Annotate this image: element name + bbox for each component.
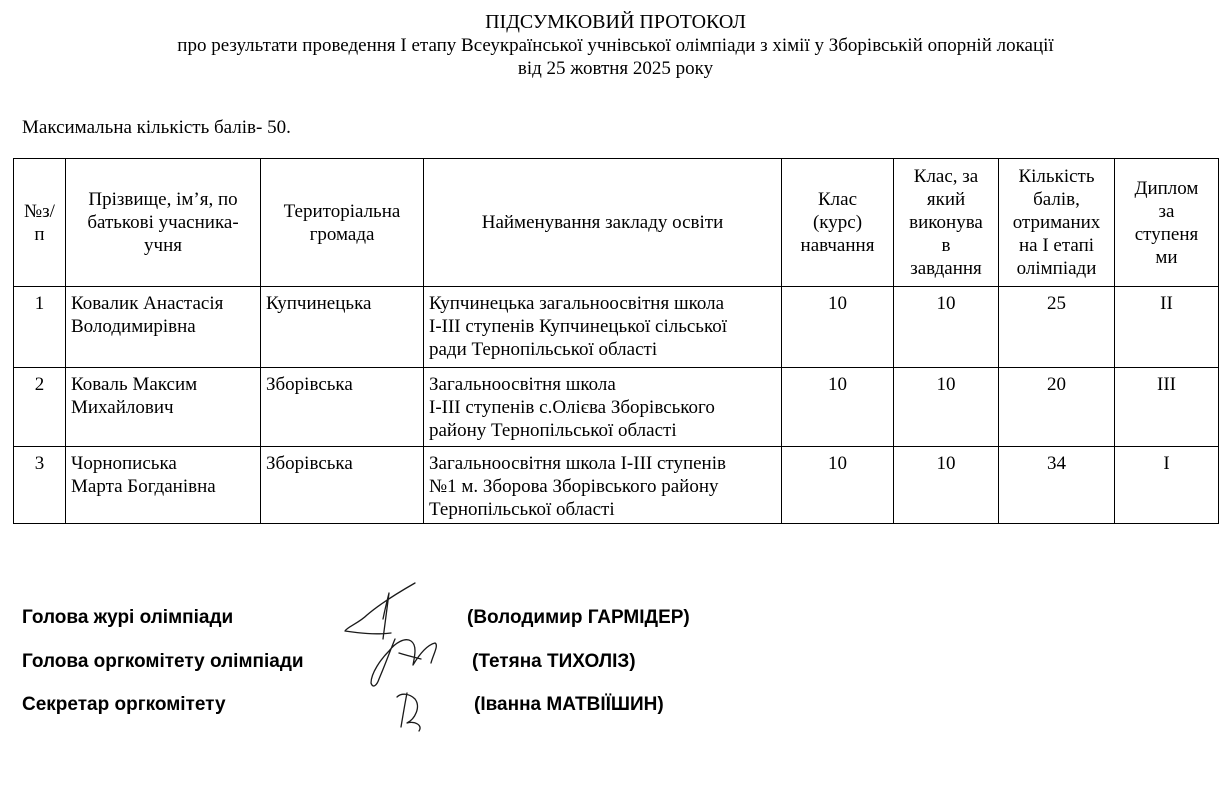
points: 34: [999, 447, 1115, 524]
diploma: ІІ: [1115, 287, 1219, 368]
table-row: [14, 287, 1219, 368]
header-task-grade: Клас, за який виконува в завдання: [894, 159, 999, 287]
row-num: 3: [14, 447, 66, 524]
participant-name: Ковалик Анастасія Володимирівна: [66, 287, 261, 368]
header-name: Прізвище, ім’я, по батькові учасника- учня: [66, 159, 261, 287]
document-header: [0, 11, 1231, 80]
grade: 10: [782, 287, 894, 368]
grade: 10: [782, 447, 894, 524]
points: 25: [999, 287, 1115, 368]
header-diploma: Диплом за ступеня ми: [1115, 159, 1219, 287]
signature-secretary: [397, 693, 420, 731]
participant-name: Чорнописька Марта Богданівна: [66, 447, 261, 524]
task-grade: 10: [894, 287, 999, 368]
table-row: [14, 447, 1219, 524]
community: Зборівська: [261, 447, 424, 524]
participant-name: Коваль Максим Михайлович: [66, 368, 261, 447]
handwritten-signatures: [335, 575, 465, 735]
header-grade: Клас (курс) навчання: [782, 159, 894, 287]
max-points-note: Максимальна кількість балів- 50.: [22, 117, 291, 138]
header-points: Кількість балів, отриманих на І етапі олімпіади: [999, 159, 1115, 287]
jury-head-name: (Володимир ГАРМІДЕР): [467, 607, 690, 628]
row-num: 2: [14, 368, 66, 447]
header-community: Територіальна громада: [261, 159, 424, 287]
community: Купчинецька: [261, 287, 424, 368]
table-row: [14, 368, 1219, 447]
school-name: Купчинецька загальноосвітня школа І-ІІІ ступенів Купчинецької сільської ради Тернопільської області: [424, 287, 782, 368]
table-header-row: [14, 159, 1219, 287]
secretary-role: Секретар оргкомітету: [22, 694, 226, 715]
school-name: Загальноосвітня школа І-ІІІ ступенів №1 м. Зборова Зборівського району Тернопільської області: [424, 447, 782, 524]
signature-org-head: [371, 639, 436, 686]
org-head-role: Голова оргкомітету олімпіади: [22, 651, 304, 672]
points: 20: [999, 368, 1115, 447]
school-name: Загальноосвітня школа І-ІІІ ступенів с.Олієва Зборівського району Тернопільської області: [424, 368, 782, 447]
header-school: Найменування закладу освіти: [424, 159, 782, 287]
jury-head-role: Голова журі олімпіади: [22, 607, 234, 628]
secretary-name: (Іванна МАТВІЇШИН): [474, 694, 664, 715]
community: Зборівська: [261, 368, 424, 447]
org-head-name: (Тетяна ТИХОЛІЗ): [472, 651, 636, 672]
signature-jury-head: [345, 583, 415, 639]
diploma: І: [1115, 447, 1219, 524]
header-num: №з/ п: [14, 159, 66, 287]
row-num: 1: [14, 287, 66, 368]
task-grade: 10: [894, 368, 999, 447]
results-table: [13, 158, 1219, 524]
protocol-title: ПІДСУМКОВИЙ ПРОТОКОЛ: [485, 11, 746, 33]
diploma: ІІІ: [1115, 368, 1219, 447]
task-grade: 10: [894, 447, 999, 524]
protocol-date: від 25 жовтня 2025 року: [517, 58, 714, 79]
grade: 10: [782, 368, 894, 447]
protocol-subtitle: про результати проведення І етапу Всеукраїнської учнівської олімпіади з хімії у Зборівській опорній локації: [177, 35, 1054, 56]
